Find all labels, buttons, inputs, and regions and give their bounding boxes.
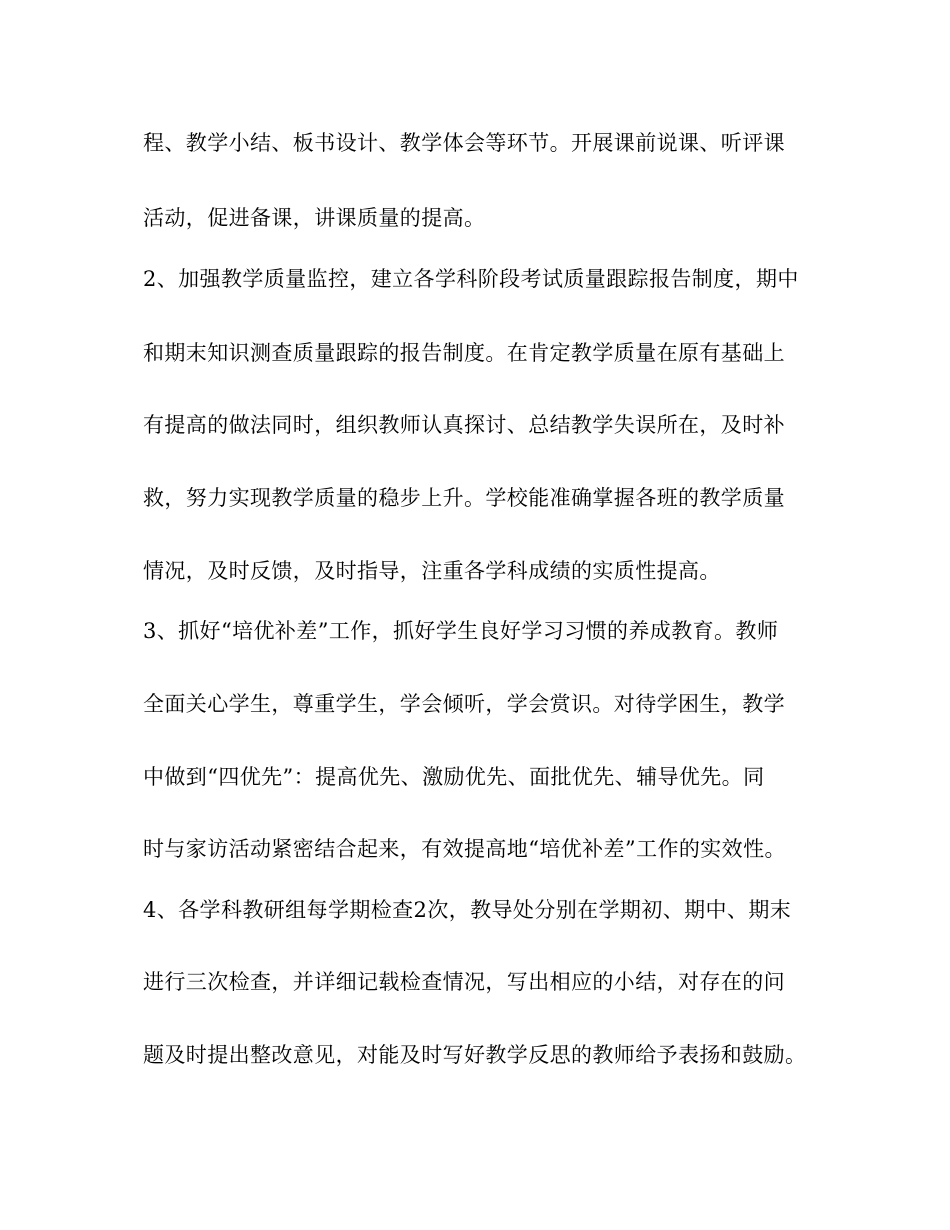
- text-line-1: 程、教学小结、板书设计、教学体会等环节。开展课前说课、听评课: [143, 131, 785, 155]
- text-line-14: 题及时提出整改意见，对能及时写好教学反思的教师给予表扬和鼓励。: [143, 1043, 807, 1067]
- text-line-6: 救，努力实现教学质量的稳步上升。学校能准确掌握各班的教学质量: [143, 486, 785, 510]
- text-line-10: 中做到“四优先”：提高优先、激励优先、面批优先、辅导优先。同: [143, 765, 765, 789]
- text-line-5: 有提高的做法同时，组织教师认真探讨、总结教学失误所在，及时补: [143, 413, 785, 437]
- text-line-3: 2、加强教学质量监控，建立各学科阶段考试质量跟踪报告制度，期中: [143, 267, 799, 291]
- text-line-2: 活动，促进备课，讲课质量的提高。: [143, 206, 486, 230]
- text-line-8: 3、抓好“培优补差”工作，抓好学生良好学习习惯的养成教育。教师: [143, 619, 779, 643]
- text-line-13: 进行三次检查，并详细记载检查情况，写出相应的小结，对存在的问: [143, 970, 785, 994]
- text-line-4: 和期末知识测查质量跟踪的报告制度。在肯定教学质量在原有基础上: [143, 341, 785, 365]
- text-line-11: 时与家访活动紧密结合起来，有效提高地“培优补差”工作的实效性。: [143, 837, 786, 861]
- text-line-12: 4、各学科教研组每学期检查2次，教导处分别在学期初、期中、期末: [143, 898, 792, 922]
- text-line-7: 情况，及时反馈，及时指导，注重各学科成绩的实质性提高。: [143, 559, 721, 583]
- text-line-9: 全面关心学生，尊重学生，学会倾听，学会赏识。对待学困生，教学: [143, 692, 785, 716]
